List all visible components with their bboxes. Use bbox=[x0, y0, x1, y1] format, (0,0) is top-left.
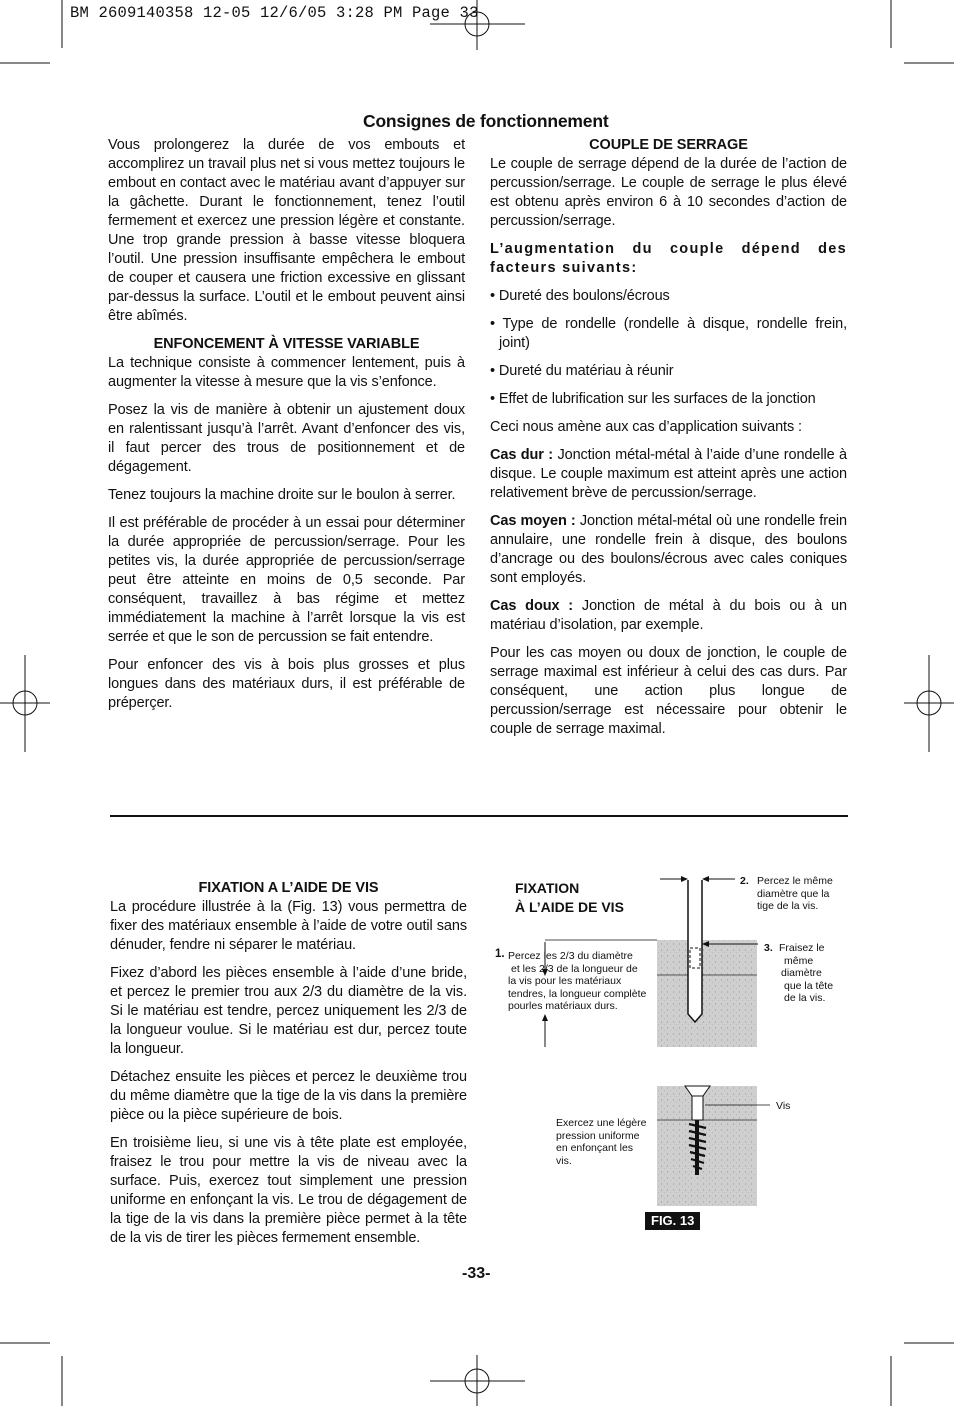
case-medium-label: Cas moyen : bbox=[490, 513, 576, 529]
paragraph: Pour enfoncer des vis à bois plus grosses et plus longues dans des matériaux durs, il est préférable de préperçer. bbox=[108, 657, 465, 711]
callout-number: 3. bbox=[764, 942, 773, 954]
paragraph: Fixez d’abord les pièces ensemble à l’aide d’une bride, et percez le premier trou aux 2/3 du diamètre de la vis. Si le matériau est tendre, percez uniquement les 2/3 de la longueur voulue. Si le matériau est dur, percez toute la longueur. bbox=[110, 965, 467, 1057]
callout-line: pourles matériaux durs. bbox=[508, 1000, 618, 1012]
paragraph: Le couple de serrage dépend de la durée de l’action de percussion/serrage. Le couple de serrage le plus élevé est obtenu après environ 6 à 10 secondes d’action de percussion/serrage. bbox=[490, 156, 847, 229]
callout-2 bbox=[757, 875, 833, 913]
callout-1 bbox=[508, 950, 646, 1013]
callout-line: diamètre bbox=[781, 967, 822, 979]
case-hard-label: Cas dur : bbox=[490, 447, 553, 463]
page-number: -33- bbox=[462, 1265, 491, 1282]
heading-variable-speed: ENFONCEMENT À VITESSE VARIABLE bbox=[153, 336, 420, 352]
callout-line: Percez les 2/3 du diamètre bbox=[508, 950, 633, 962]
page-title: Consignes de fonctionnement bbox=[363, 111, 609, 131]
callout-line: et les 2/3 de la longueur de bbox=[511, 962, 638, 975]
callout-screw: Vis bbox=[776, 1100, 791, 1112]
callout-line: tendres, la longueur complète bbox=[508, 987, 647, 1000]
figure-label: FIG. 13 bbox=[645, 1212, 700, 1230]
paragraph: Détachez ensuite les pièces et percez le deuxième trou du même diamètre que la tige de la vis dans la première pièce ou la pièce supérieure de bois. bbox=[110, 1069, 467, 1123]
bullet-item: • Type de rondelle (rondelle à disque, rondelle frein, joint) bbox=[490, 316, 847, 351]
callout-line: pression uniforme bbox=[556, 1129, 640, 1142]
bullet-item: • Dureté des boulons/écrous bbox=[490, 288, 670, 304]
case-soft-text: Jonction de métal à du bois ou à un matériau d’isolation, par exemple. bbox=[490, 598, 847, 633]
callout-line: de la vis. bbox=[784, 992, 826, 1004]
paragraph: En troisième lieu, si une vis à tête plate est employée, fraisez le trou pour mettre la vis de niveau avec la surface. Puis, exercez tout simplement une pression uniforme en enfonçant la vis. Le trou de dégagement de la tige de la vis dans la première pièce permet à la tête de la vis de tirer les pièces fermement ensemble. bbox=[110, 1135, 467, 1246]
paragraph: Il est préférable de procéder à un essai pour déterminer la durée appropriée de percussion/serrage. Pour les petites vis, la durée appropriée de percussion/serrage peut être atteinte en moins de 0,5 seconde. Par conséquent, travaillez à bas régime et mettez immédiatement la machine à l’arrêt lorsque la vis est serrée et que le son de percussion se fait entendre. bbox=[108, 515, 465, 645]
print-slug: BM 2609140358 12-05 12/6/05 3:28 PM Page 33 bbox=[70, 4, 479, 22]
case-medium-text: Jonction métal-métal où une rondelle frein annulaire, une rondelle frein à disque, des boulons d’ancrage ou des boulons/écrous avec cales coniques sont employés. bbox=[490, 513, 847, 586]
callout-3 bbox=[779, 942, 833, 1005]
callout-line: diamètre que la bbox=[757, 887, 830, 900]
callout-number: 1. bbox=[495, 948, 505, 960]
callout-pressure bbox=[556, 1117, 646, 1167]
callout-line: vis. bbox=[556, 1154, 572, 1167]
figure-title-line: À L’AIDE DE VIS bbox=[515, 899, 624, 915]
callout-line: en enfonçant les bbox=[556, 1142, 634, 1154]
heading-screw-fixing: FIXATION A L’AIDE DE VIS bbox=[198, 880, 379, 896]
paragraph: Posez la vis de manière à obtenir un ajustement doux en ralentissant jusqu’à l’arrêt. Avant d’enfoncer des vis, il faut percer des trous de positionnement et de dégagement. bbox=[108, 402, 465, 475]
callout-number: 2. bbox=[740, 875, 749, 887]
callout-line: même bbox=[784, 954, 814, 967]
callout-line: que la tête bbox=[784, 979, 834, 992]
paragraph: Ceci nous amène aux cas d’application suivants : bbox=[490, 419, 802, 435]
callout-line: Percez le même bbox=[757, 875, 833, 887]
torque-factors-heading: L’augmentation du couple dépend des facteurs suivants: bbox=[490, 241, 847, 276]
bullet-item: • Effet de lubrification sur les surfaces de la jonction bbox=[490, 391, 816, 407]
bullet-item: • Dureté du matériau à réunir bbox=[490, 363, 674, 379]
paragraph: Pour les cas moyen ou doux de jonction, le couple de serrage maximal est inférieur à celui des cas durs. Par conséquent, une action plus longue de percussion/serrage est nécessaire pour obtenir le couple de serrage maximal. bbox=[490, 645, 847, 737]
figure-title-line: FIXATION bbox=[515, 880, 580, 896]
heading-torque: COUPLE DE SERRAGE bbox=[589, 137, 748, 153]
callout-line: la vis pour les matériaux bbox=[508, 975, 622, 987]
callout-line: tige de la vis. bbox=[757, 900, 819, 912]
paragraph: Vous prolongerez la durée de vos embouts et accomplirez un travail plus net si vous mettez toujours le embout en contact avec le matériau avant d’appuyer sur la gâchette. Durant le fonctionnement, tenez l’outil fermement et exercez une pression légère et constante. Une trop grande pression à basse vitesse bloquera l’outil. Une pression insuffisante empêchera le embout de couper et causera une friction excessive en glissant par-dessus la surface. L’outil et le embout peuvent ainsi être abîmés. bbox=[108, 137, 465, 324]
paragraph: La procédure illustrée à la (Fig. 13) vous permettra de fixer des matériaux ensemble à l’aide de votre outil sans dénuder, fendre ni séparer le matériau. bbox=[110, 899, 467, 953]
case-hard-text: Jonction métal-métal à l’aide d’une rondelle à disque. Le couple maximum est atteint après une action relativement brève de percussion/serrage. bbox=[490, 447, 847, 501]
paragraph: La technique consiste à commencer lentement, puis à augmenter la vitesse à mesure que la vis s’enfonce. bbox=[108, 355, 465, 390]
paragraph: Tenez toujours la machine droite sur le boulon à serrer. bbox=[108, 487, 456, 503]
case-soft-label: Cas doux : bbox=[490, 598, 574, 614]
callout-line: Fraisez le bbox=[779, 942, 825, 954]
callout-line: Exercez une légère bbox=[556, 1117, 647, 1129]
